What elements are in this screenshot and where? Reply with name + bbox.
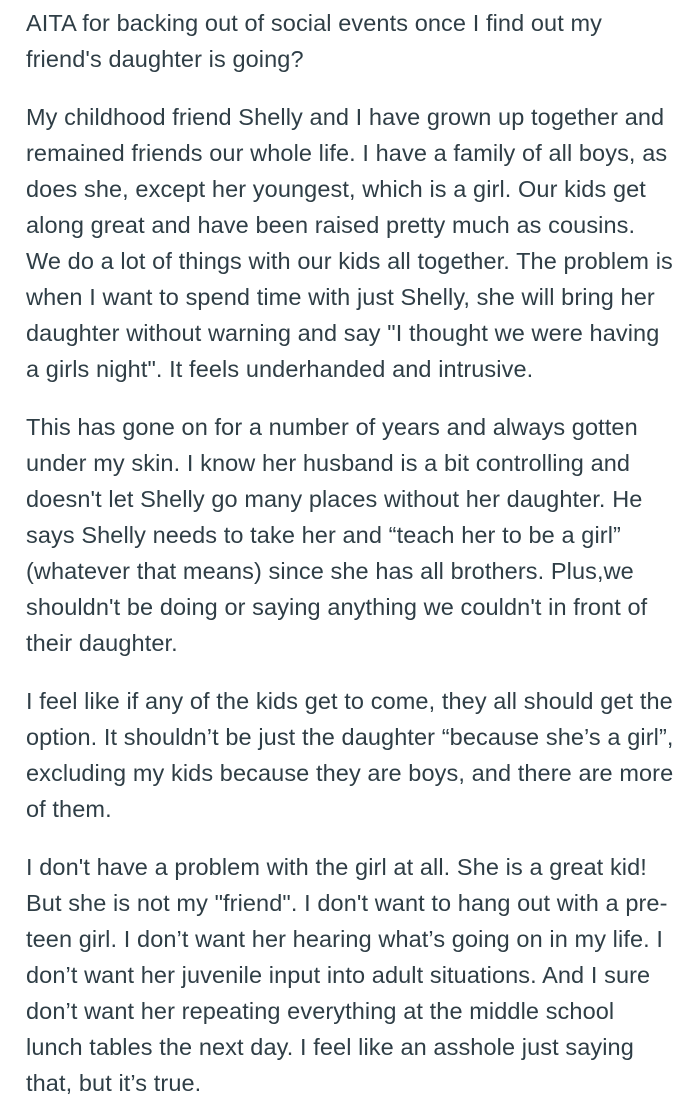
post-paragraph: My childhood friend Shelly and I have grown up together and remained friends our whole life. I have a family of all boys, as does she, except her youngest, which is a girl. Our kids get along great and have been raised pretty much as cousins. We do a lot of things with our kids all together. The problem is when I want to spend time with just Shelly, she will bring her daughter without warning and say "I thought we were having a girls night". It feels underhanded and intrusive.: [26, 104, 680, 382]
post-paragraph: I don't have a problem with the girl at all. She is a great kid! But she is not my "friend". I don't want to hang out with a pre-teen girl. I don’t want her hearing what’s going on in my life. I don’t want her juvenile input into adult situations. And I sure don’t want her repeating everything at the middle school lunch tables the next day. I feel like an asshole just saying that, but it’s true.: [26, 854, 670, 1096]
post-paragraph: This has gone on for a number of years and always gotten under my skin. I know her husband is a bit controlling and doesn't let Shelly go many places without her daughter. He says Shelly needs to take her and “teach her to be a girl” (whatever that means) since she has all brothers. Plus,we shouldn't be doing or saying anything we couldn't in front of their daughter.: [26, 414, 654, 656]
post-paragraph: I feel like if any of the kids get to come, they all should get the option. It shouldn’t be just the daughter “because she’s a girl”, excluding my kids because they are boys, and there are more of them.: [26, 688, 681, 822]
post-title: AITA for backing out of social events once I find out my friend's daughter is going?: [26, 10, 609, 72]
